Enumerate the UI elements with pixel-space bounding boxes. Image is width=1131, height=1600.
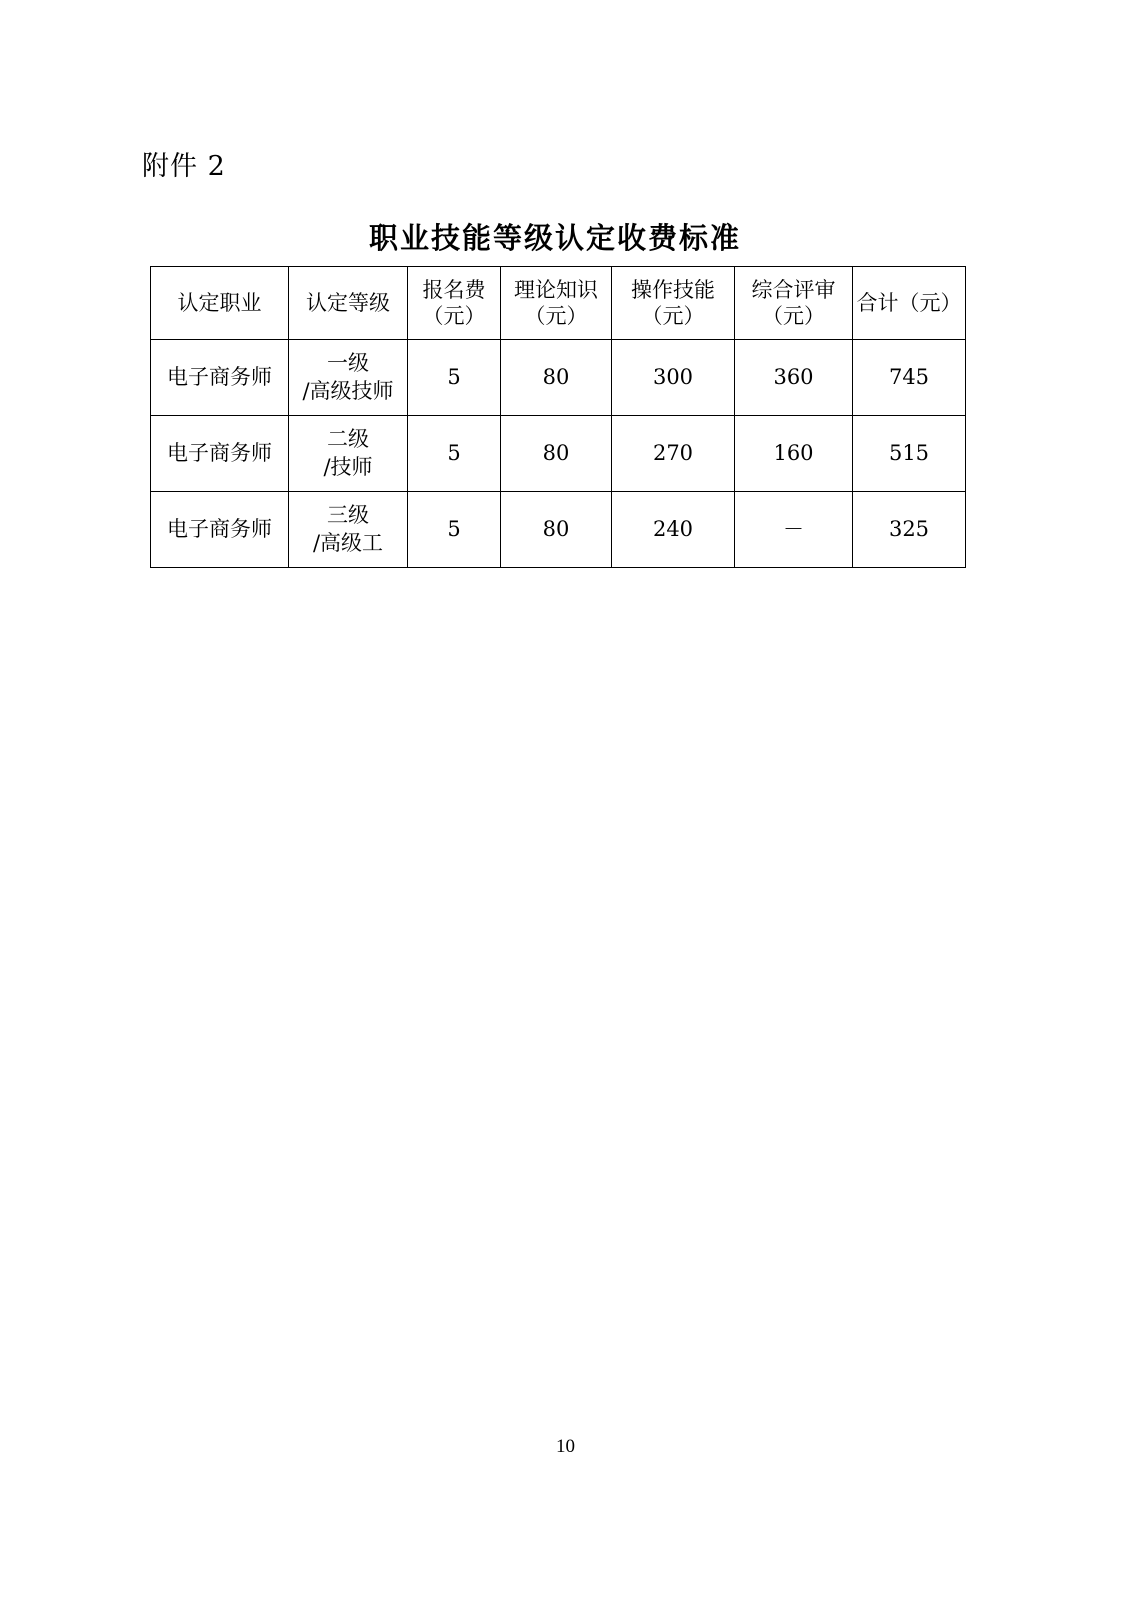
table-row (151, 416, 966, 492)
page-number: 10 (556, 1436, 575, 1457)
cell-level-line1: 二级 (327, 427, 369, 452)
header-unit-theory-fee: （元） (524, 304, 588, 328)
header-unit-skill-fee: （元） (641, 304, 705, 328)
cell-skill-fee: 240 (612, 492, 735, 568)
table-header (151, 267, 966, 340)
header-label-skill-fee: 操作技能 (631, 277, 715, 302)
header-unit-review-fee: （元） (762, 304, 825, 328)
cell-registration-fee: 5 (408, 492, 501, 568)
cell-level-line2: /技师 (323, 454, 373, 479)
header-cell-occupation (151, 267, 289, 340)
header-label-level: 认定等级 (306, 290, 390, 315)
cell-registration-fee: 5 (408, 416, 501, 492)
table-row (151, 492, 966, 568)
cell-occupation: 电子商务师 (151, 340, 289, 416)
cell-level-line1: 三级 (327, 503, 369, 528)
header-cell-review-fee (735, 267, 853, 340)
header-label-occupation: 认定职业 (177, 290, 262, 315)
attachment-label: 附件 2 (142, 151, 226, 182)
cell-total-fee: 515 (853, 416, 966, 492)
cell-skill-fee: 270 (612, 416, 735, 492)
cell-level-line2: /高级技师 (302, 378, 394, 403)
cell-level (289, 492, 408, 568)
header-label-review-fee: 综合评审 (751, 277, 836, 302)
cell-level-line1: 一级 (327, 351, 369, 376)
header-cell-registration-fee (408, 267, 501, 340)
cell-theory-fee: 80 (501, 492, 612, 568)
header-label-registration-fee: 报名费 (422, 277, 486, 302)
page-title: 职业技能等级认定收费标准 (368, 221, 741, 255)
cell-review-fee: 360 (735, 340, 853, 416)
table-header-row (151, 267, 966, 340)
table-row (151, 340, 966, 416)
header-cell-total-fee (853, 267, 966, 340)
cell-level-line2: /高级工 (312, 530, 384, 555)
cell-theory-fee: 80 (501, 416, 612, 492)
header-unit-registration-fee: （元） (422, 304, 486, 328)
cell-occupation: 电子商务师 (151, 492, 289, 568)
fee-standard-table (150, 266, 966, 568)
cell-registration-fee: 5 (408, 340, 501, 416)
header-cell-skill-fee (612, 267, 735, 340)
cell-theory-fee: 80 (501, 340, 612, 416)
cell-level (289, 340, 408, 416)
cell-total-fee: 745 (853, 340, 966, 416)
header-label-theory-fee: 理论知识 (514, 277, 598, 302)
header-cell-theory-fee (501, 267, 612, 340)
cell-skill-fee: 300 (612, 340, 735, 416)
cell-occupation: 电子商务师 (151, 416, 289, 492)
cell-review-fee: － (735, 492, 853, 568)
cell-level (289, 416, 408, 492)
cell-total-fee: 325 (853, 492, 966, 568)
header-label-total-fee: 合计（元） (856, 290, 962, 315)
header-cell-level (289, 267, 408, 340)
cell-review-fee: 160 (735, 416, 853, 492)
table-body (151, 340, 966, 568)
